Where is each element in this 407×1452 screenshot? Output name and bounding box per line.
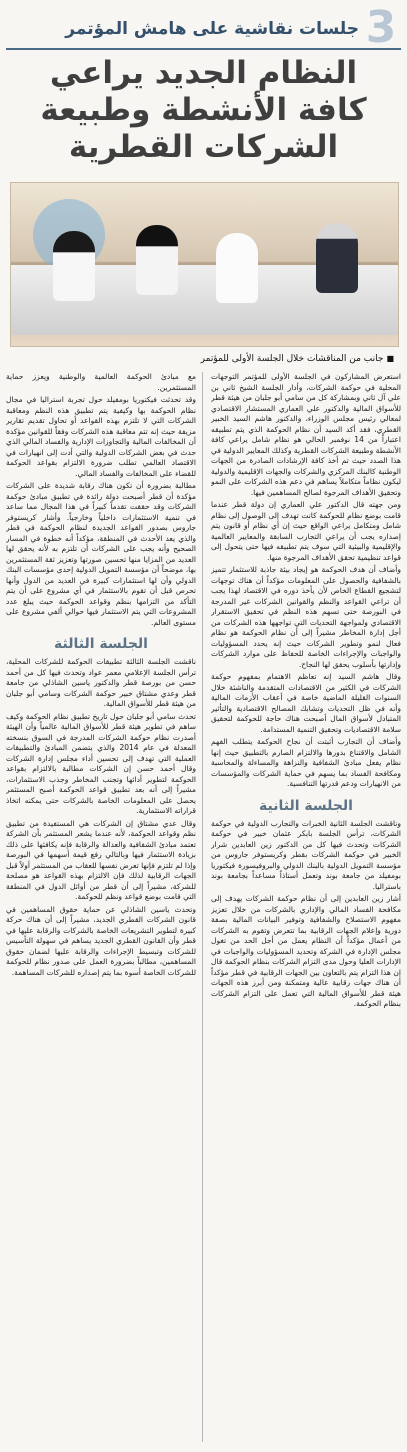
article-paragraph: وقال عدي مشتاق إن الشركات هي المستفيدة من تطبيق نظم وقواعد الحوكمة، لأنه عندما يشعر المستثمر بأن الشركة تعتمد مبادئ الشفافية والعدالة والرقابة فإنه يكافئها على ذلك بزيادة الاستثمار فيها وبالتالي رفع قيمة أسهمها في البورصة وإذا لم تلتزم فإنها تعرض نفسها للعقاب من المستثمر أولاً قبل الجهات الرقابية لذلك فإن الالتزام بهذه القواعد هو مصلحة للشركة، مشيراً إلى أن قطر من أوائل الدول في المنطقة التي قامت بوضع قواعد ونظم للحوكمة. — [6, 818, 196, 901]
article-paragraph: وأضاف أن التجارب أثبتت أن نجاح الحوكمة يتطلب الفهم الشامل والاقتناع بدورها والالتزام الصارم بالتطبيق حيث إنها نظام يفعل مبادئ الشفافية والنزاهة والمساءلة والمحاسبة ومكافحة الفساد بما يسهم في حماية الشركات والمؤسسات من الانهيارات ودعم قدرتها التنافسية. — [211, 737, 401, 788]
headline-line-2: كافة الأنشطة وطبيعة — [40, 92, 367, 128]
article-paragraph: ناقشت الجلسة الثالثة تطبيقات الحوكمة للشركات المحلية، ترأس الجلسة الإعلامي معمر عواد وتحدث فيها كل من أحمد حسن من بورصة قطر والدكتور ياسين الشاذلي من جامعة قطر وعدي مشتاق خبير حوكمة الشركات وسامي أبو جلبان من هيئة قطر للأسواق المالية. — [6, 657, 196, 708]
session-heading: الجلسة الثانية — [259, 797, 353, 814]
section-title: جلسات نقاشية على هامش المؤتمر — [65, 19, 359, 39]
article-paragraph: وناقشت الجلسة الثانية الخبرات والتجارب الدولية في حوكمة الشركات، ترأس الجلسة بابكر عثمان خبير في حوكمة الشركات وتحدث فيها كل من الدكتور زين العابدين شرار الخبير في حوكمة الشركات بقطر وكريستوفر جاروس من مؤسسة التمويل الدولية بالبنك الدولي والبروفيسورة فيكتوريا بومفيلد من جامعة بوند وتعمل أستاذاً مساعداً بجامعة بوند باستراليا. — [211, 818, 401, 891]
article-columns — [6, 372, 401, 1442]
panel-speaker — [53, 231, 95, 301]
article-column-left — [6, 372, 196, 1442]
article-column-right — [211, 372, 401, 1442]
article-paragraph: وقد تحدثت فيكتوريا بومفيلد حول تجربة استراليا في مجال نظام الحوكمة بها وكيفية يتم تطبيق هذه النظم ومعاقبة الشركات التي لا تلتزم بهذه القواعد أو تحاول تقديم تقارير مزيفة حيث إنه تتم معاقبة هذه الشركات وفقاً للقوانين مؤكدة أن المخالفات المالية والتجاوزات الإدارية والفساد المالي الذي حدث في بعض الشركات الدولية والتي أدت إلى انهيارات في الاقتصاد العالمي تطلب ضرورة الالتزام بقواعد الحوكمة للقضاء على المخالفات والفساد المالي. — [6, 395, 196, 478]
section-header — [6, 2, 401, 53]
section-number: 3 — [365, 2, 397, 53]
panel-speaker — [316, 223, 358, 293]
panel-speaker — [136, 225, 178, 295]
article-paragraph: مع مبادئ الحوكمة العالمية والوطنية ويعزز حماية المستثمرين. — [6, 372, 196, 392]
article-paragraph: وقال هاشم السيد إنه تعاظم الاهتمام بمفهوم حوكمة الشركات في الكثير من الاقتصادات المتقدمة والناشئة خلال السنوات القليلة الماضية خاصة في أعقاب الأزمات المالية وأنه في ظل التحديات وتشابك المصالح الاقتصادية والتأثير المتبادل لأسواق المال أصبحت هناك حاجة للحوكمة لتحقيق سلامة الاقتصاديات وتحقيق التنمية المستدامة. — [211, 672, 401, 734]
article-paragraph: وأضاف أن هدف الحوكمة هو إيجاد بيئة جاذبة للاستثمار تتميز بالشفافية والحصول على المعلومات مؤكداً أن هناك توجهات لتشجيع القطاع الخاص لأن يأخذ دوره في الاقتصاد لهذا يجب أن تراعي القواعد والنظم والقوانين الشركات غير المدرجة في البورصة حتى تسهم هذه النظم في تحقيق الاستقرار الاقتصادي ولمواجهة التحديات التي تواجهها هذه الشركات من أجل إدارة المخاطر مشيراً إلى أن نظام الحوكمة هو نظام فعال لنمو وتطوير الشركات حيث إنه يحدد المسؤوليات والواجبات والإجراءات الخاصة للحفاظ على موارد الشركات وإدارتها بأسلوب يحقق لها النجاح. — [211, 565, 401, 669]
session-heading: الجلسة الثالثة — [54, 636, 148, 652]
headline-line-3: الشركات القطرية — [68, 129, 339, 165]
article-paragraph: مطالبة بضرورة أن تكون هناك رقابة شديدة على الشركات مؤكدة أن قطر أصبحت دولة رائدة في تطبيق مبادئ حوكمة الشركات وقد حققت تقدماً كبيراً في هذا المجال مما ساعد في تنمية الاستثمارات داخلياً وخارجياً. وأشار كريستوفر جاروس بصدور القواعد الجديدة لنظام الحوكمة في قطر والذي يعد الأحدث في المنطقة، مؤكداً أنه خطوة في المسار الصحيح وأنه يجب على الشركات أن تلتزم به لأنه يحقق لها العديد من المزايا منها تحسين صورتها وتعزيز ثقة المستثمرين بها، موضحاً أن مؤسسة التمويل الدولية إحدى مؤسسات البنك الدولي وأن لها استثمارات كبيرة في العديد من الدول وأنها تحرص قبل أن تقوم بالاستثمار في أي مشروع على أن يتم التأكد من التزامها بنظم وقواعد الحوكمة حيث يبلغ عدد المشروعات التي يتم الاستثمار فيها حوالي ألفي مشروع على مستوى العالم. — [6, 481, 196, 627]
article-paragraph: أشار زين العابدين إلى أن نظام حوكمة الشركات يهدف إلى مكافحة الفساد المالي والإداري بالشركات من خلال تعزيز مفهوم الاستصلاح والشفافية وتوفير البيانات المالية بصفة دورية وإعلام الجهات الرقابية بما تتعرض وتقوم به الشركات من أعمال مؤكداً أن النظام يعمل من أجل الحد من تغول مجلس الإدارة في الشركة وتحديد المسؤوليات والواجبات في الإدارات العليا وحول مدى التزام الشركات بنظام الحوكمة قال إن هذا التزام يتم بالتعاون بين الجهات الرقابية في قطر مؤكداً أن هناك جهات رقابية عالية ومتمكنة ومن أبرز هذه الجهات هيئة قطر للأسواق المالية التي تعمل على التزام الشركات بنظام الحوكمة. — [211, 894, 401, 1008]
article-paragraph: استعرض المشاركون في الجلسة الأولى للمؤتمر التوجهات المحلية في حوكمة الشركات، وأدار الجلسة الشيخ ثاني بن علي آل ثاني وبمشاركة كل من سامي أبو جلبان من هيئة قطر للأسواق المالية والدكتور علي العماري المستشار الاقتصادي لمعالي رئيس مجلس الوزراء، والدكتور هاشم السيد الخبير القطري، فقد أكد السيد أن نظام الحوكمة الذي يتم تطبيقه اعتباراً من 14 نوفمبر الحالي هو نظام شامل يراعي كافة الأنشطة وطبيعة الشركات القطرية وكذلك المعايير الدولية في هذا الصدد حيث تم أخذ كافة الإرشادات الصادرة من الجهات الوطنية كالبنك المركزي والشركات والجهات الإقليمية والدولية ليكون نظاماً متكاملاً يساهم في دعم هذه الشركات على النمو وتحقيق الأهداف المرجوة لصالح المساهمين فيها. — [211, 372, 401, 497]
headline-line-1: النظام الجديد يراعي — [49, 55, 358, 91]
article-paragraph: ومن جهته قال الدكتور علي العماري إن دولة قطر عندما قامت بوضع نظام للحوكمة كانت تهدف إلى الوصول إلى نظام شامل ومتكامل يراعي الواقع حيث إن أي نظام أو قانون يتم إصداره يجب أن يراعي التجارب السابقة والمعايير العالمية والإقليمية والبيئية التي سوف يتم تطبيقه فيها حتى يتحول إلى قواعد تنظيمية تحقق الأهداف المرجوة منها. — [211, 500, 401, 562]
article-paragraph: وتحدث ياسين الشاذلي عن حماية حقوق المساهمين في قانون الشركات القطري الجديد، مشيراً إلى أن هناك حركة كبيرة لتطوير التشريعات الخاصة بالشركات والرقابة عليها في قطر وأن القانون القطري الجديد يساهم في سهولة التأسيس للشركات وتبسيط الإجراءات والرقابة عليها لضمان حقوق المساهمين، مطالباً بضرورة العمل على صدور نظام للحوكمة للشركات الخاصة أسوة بما يتم إصداره للشركات المساهمة. — [6, 904, 196, 977]
panel-speaker — [216, 233, 258, 303]
conference-photo — [10, 182, 399, 347]
photo-caption: ■ جانب من المناقشات خلال الجلسة الأولى للمؤتمر — [12, 354, 394, 364]
article-paragraph: تحدث سامي أبو جلبان حول تاريخ تطبيق نظام الحوكمة وكيف ساهم في تطوير هيئة قطر للأسواق المالية عالمياً وأن الهيئة أصدرت نظام حوكمة الشركات المدرجة في السوق بنسخته المعدلة في عام 2014 والذي يتضمن المبادئ والتطبيقات العملية التي تهدف إلى تحسين أداء مجلس إدارة الشركات وقال أحمد حسن إن الشركات مطالبة بالالتزام بقواعد الحوكمة لتطوير أدائها وتجنب المخاطر وجذب الاستثمارات، مشيراً إلى أنه بعد تطبيق قواعد الحوكمة أصبح المستثمر يحصل على المعلومات الخاصة بالشركات حتى يمكنه اتخاذ قراراته الاستثمارية. — [6, 711, 196, 815]
headline — [0, 55, 407, 166]
